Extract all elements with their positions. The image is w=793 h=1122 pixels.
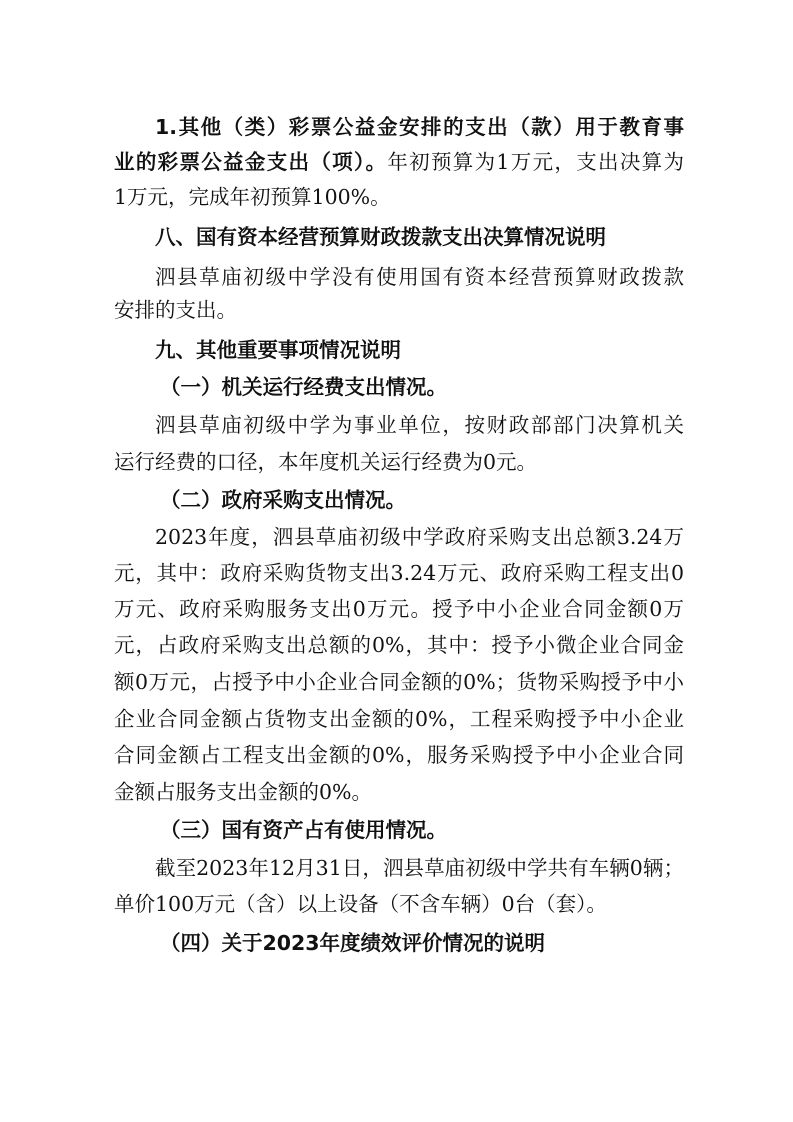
body-text: 单价100万元（含）以上设备（不含车辆）0台（套）。 [114, 892, 607, 916]
heading-text: 九、其他重要事项情况说明 [155, 338, 401, 362]
bold-text: 业的彩票公益金支出（项）。 [114, 150, 388, 174]
body-line [114, 704, 684, 734]
body-text: 截至2023年12月31日，泗县草庙初级中学共有车辆0辆； [155, 856, 684, 880]
body-text: 万元、政府采购服务支出0万元。授予中小企业合同金额0万 [114, 597, 684, 621]
body-text: 安排的支出。 [114, 298, 237, 322]
subsection-heading-4 [160, 928, 684, 958]
subsection-heading-2 [160, 485, 684, 515]
body-text: 运行经费的口径，本年度机关运行经费为0元。 [114, 450, 538, 474]
body-text: 泗县草庙初级中学为事业单位，按财政部部门决算机关 [155, 413, 684, 437]
body-text: 元，其中：政府采购货物支出3.24万元、政府采购工程支出0 [114, 561, 684, 585]
body-line [155, 853, 684, 883]
heading-text: （四）关于2023年度绩效评价情况的说明 [160, 931, 546, 955]
section-line-lottery-budget [114, 147, 684, 177]
heading-text: （二）政府采购支出情况。 [160, 488, 406, 512]
heading-text: （一）机关运行经费支出情况。 [160, 375, 447, 399]
body-text: 2023年度，泗县草庙初级中学政府采购支出总额3.24万 [155, 525, 684, 549]
body-line [155, 410, 684, 440]
body-line [114, 889, 684, 919]
body-text: 1万元，完成年初预算100%。 [114, 185, 391, 209]
body-line [114, 777, 684, 807]
body-text: 金额占服务支出金额的0%。 [114, 780, 373, 804]
body-line [114, 594, 684, 624]
body-text: 额0万元，占授予中小企业合同金额的0%；货物采购授予中小 [114, 670, 684, 694]
body-text: 元，占政府采购支出总额的0%，其中：授予小微企业合同金 [114, 633, 684, 657]
body-text: 合同金额占工程支出金额的0%，服务采购授予中小企业合同 [114, 743, 684, 767]
subsection-heading-1 [160, 372, 684, 402]
body-line [114, 182, 684, 212]
section-heading-8 [155, 222, 684, 252]
body-line [114, 558, 684, 588]
section-line-lottery-heading [155, 112, 684, 142]
heading-text: 八、国有资本经营预算财政拨款支出决算情况说明 [155, 225, 606, 249]
subsection-heading-3 [160, 815, 684, 845]
body-text: 年初预算为1万元，支出决算为 [387, 150, 684, 174]
heading-text: （三）国有资产占有使用情况。 [160, 818, 447, 842]
body-line [155, 522, 684, 552]
body-text: 企业合同金额占货物支出金额的0%，工程采购授予中小企业 [114, 707, 684, 731]
body-line [114, 740, 684, 770]
body-line [114, 667, 684, 697]
body-line [114, 630, 684, 660]
section-heading-9 [155, 335, 684, 365]
body-line [155, 262, 684, 292]
body-line [114, 447, 684, 477]
bold-text: 1.其他（类）彩票公益金安排的支出（款）用于教育事 [155, 115, 684, 139]
body-text: 泗县草庙初级中学没有使用国有资本经营预算财政拨款 [155, 265, 684, 289]
body-line [114, 295, 684, 325]
